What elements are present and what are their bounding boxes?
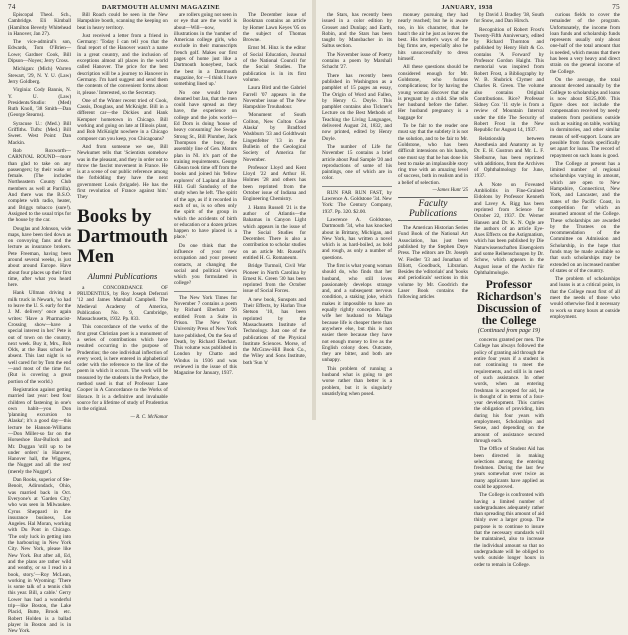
left-column-1 [8, 12, 72, 635]
paragraph: by David J. Bradley '38, South for Snow, and Dan Hirsch. [474, 12, 544, 25]
paragraph: curious fields to cover the remainder of the program. Unfortunately, the income from loan funds and scholarship funds represents usually only about one-half of the total amount that is needed, which means that there has been a very heavy and direct strain on the general income of the College. [550, 12, 621, 75]
paragraph: Bridge Turmoil, Civil War Pioneer in North Carolina by Ernest K. Green '30 has been reprinted from the October issue of Social Forces. [242, 263, 307, 295]
paragraph: There has recently been published in Washington as a pamphlet of 15 pages an essay, The Origin of Word and Fallen, by Henry G. Doyle. This pamphlet contains also Tickner's Lecture on the Best Methods of Teaching the Living Languages, delivered August 24, 1832, and now printed, edited by Henry Doyle. [322, 72, 392, 142]
paragraph: Registration against getting married last year: best four children of fastening in one's own habit—you Don 'planning excursion to Alaska'; it's a good day—this lecture be Hanson-Williams—Don Miller-so far on the Horseshoe Bar-Bullock and Mr. Duggan 'still up to be under orders' in Hanover, Hanover hall, the Wiggens, the Nugget and all the rest' (merely the Nugget'). [8, 386, 72, 475]
paragraph: concerns granted per men. The College has always followed the policy of granting aid through the entire four years if a student is not continuing to meet the requirements, and still is in need of such assistance. In other words, when an entering freshman is accepted for aid, he is thought of in terms of a four-year development. This carries the obligation of providing, him during his four years with employment, Scholarships and Sense, and depending on the amount of assistance secured through each. [474, 337, 544, 444]
divider [174, 291, 237, 292]
right-column-1 [322, 12, 392, 417]
paragraph: Virginia: Cody Bannis, N. Y. U. (Law) Presidents/Studio: (Med) Ruth Knoll, '38 Smith—Dan (George Stearns). [8, 87, 72, 119]
right-page [316, 0, 628, 568]
paragraph: To be fair to the reader one must say that the subtlety it is not the solution, and to be fair to Mr. Goldstone, who has been difficult intensions on his hands, one must say that he has done his best to make an implausible story ring true with an amazing level of success, both in realism and in a belief of selection. [398, 123, 468, 186]
paragraph: Syracuse U.: (Med.) Bill Griffiths. Tufts: (Med.) Bill Sweet. West Point: Dan Mackin. [8, 120, 72, 146]
paragraph: The Office of Student Aid has been directed in making selections among the entering freshmen. During the last few years somewhat over twice as many applicants have applied as could be approved. [474, 446, 544, 490]
richardson-article-title: Professor Richardson's Discussion of the College [476, 279, 542, 328]
paragraph: Just received a letter from a friend in Germany: 'Today I can tell you that the final report of the Hanover wasn't a name in a great country, and the inclusion of exceptions almost all places in the world called Hanover. The price for the best description will be a journey to Hanover in Germany. I'm hard suggest and send them the contents of the convenient forms about it, please.' Interested, so the Secretary. [77, 32, 168, 96]
paragraph: This problem of running a husband what is going to get worse rather than better is a problem, but it is singularly unsatisfying when posed. [322, 365, 392, 397]
faculty-publications-heading: Faculty Publications [398, 197, 468, 221]
paragraph: J. Hamn Russell '21 is the author of Atlantis—the Bahamas in Canyon Light which appears in the issue of The Social Studies for December. There is also a contribution to scholar studies on an article Mr. Russell's entitled H. G. Romaneum. [242, 204, 307, 261]
alumni-publications-heading: Alumni Publications [87, 270, 158, 281]
paragraph: Recognition of Robert Frost's Twenty-Fifth Anniversary, edited by Richard Thornton and published by Henry Holt & Co. contains 'A Forward' by Professor Gordon Haight. This memorial was inspired from Robert Frost, a Bibliography by W. B. Shubrick Clymer and Charles R. Green. The volume also contains Original Contributions. Rice? Professor Sidney Cox '11 style is from a review of Mountain Interval under the title The Security of Robert Frost in the New Republic for August 14, 1937. [474, 26, 544, 134]
paragraph: a CONCORDANCE OF PRUDENTIUS, by Roy Joseph Deferrari '12 and James Marshall Campbell. The Medieval Academy of America, Publication No. 9, Cambridge, Massachusetts, 1932. Pp. 833. [77, 284, 168, 323]
paragraph: All these questions should be considered enough for Mr. Goldstone, who furious complications; for by having the young woman discover that she is pregnant by a child. She tells her husband before the father. Her husband pregnancy is a baggage for [398, 64, 468, 121]
right-column-3 [474, 12, 544, 568]
books-heading: Books by Dartmouth Men [77, 205, 168, 267]
continued-note: (Continued from page 19) [477, 328, 541, 335]
divider [322, 186, 392, 187]
paragraph: are rollers going not seen in or eye that are the world is about—Will—now, illustrations in the 'number of American college girls, who exclude in their manuscripts french golf. Makes our first pages of home just like a Dartmouth honeybest, back the best in a Dartmouth magazine, for —I think I have something lined up.' [173, 12, 237, 88]
paragraph: Professor Lloyd and Kent Lloyd '22 and Arthur H. Holmes '28 and others has been reprinted from the October issue of Indiana and Engineering Chemistry. [242, 164, 307, 203]
paragraph: The number of Life for November 15 contains a brief article about Paul Sample '20 and reproductions of some of his paintings, one of which are in color. [322, 143, 392, 182]
paragraph: Bill Roach could be seen in the New Hampshire booth, scanning the keeping on beat in heavy territory. [77, 12, 168, 31]
page-number-left: 74 [8, 3, 16, 11]
magazine-title-left: DARTMOUTH ALUMNI MAGAZINE [101, 4, 220, 11]
right-column-2 [398, 12, 468, 417]
paragraph: monuey pursuing they had nearly reached; but he is aware too, in his character, that he hasn't the air he just as leaves the best. His brother's ways of the big firms are, especially also he hits unsuccessfully to dress himself. [398, 12, 468, 63]
paragraph: A new book, Sunspots and Their Effects, by Harlan True Stetson '10, has been reprinted by the Massachusetts Institute of Technology. Just one of the publications of the Physical Institute Sciences. Morse, of the McGraw-Hill Book Co., the Wiley and Sons Institute, both 'Sun 'n' [242, 296, 307, 366]
paragraph: Ernst M. Hinz is the editor of Social Education, Journal of the National Council for the Social Studies. The publication is in its first volume. [242, 45, 307, 83]
paragraph: No one would have dreamed but Jan, that the men could have spread as they have, the experience on college and the jobs world—Ed Dorn is doing 'house of heavy consuming' Joe Swope Strong St., Bill Plumber, Jack Thompson the busy, the assembly line of Gen. Motors plan in Nl. it's part of the training requirements. George Gibson took time off from the books and joined his 'fellow explorers' of Lapland at Blue Hill. Gull Sandusky of the study when he left. 'The spirit of the age, as if it recorded in each of us, is so often only the spirit of the group in which the accidents of birth or education or a dozen prizes happen to have placed is a place.' [173, 89, 237, 241]
paragraph: Douglas and Johnson, wide maps, have been tied down as on convoying fans and the lecture as insurance brokers. Pete Freeman, having been around several weeks, is just about around Europe. Have about four places up their first time, after what you heard here. [8, 225, 72, 289]
paragraph: The College at present has a limited number of regional scholarships varying in amount, which are open to New Hampshire, Connecticut, New York, and Lancaster, and the states of the Pacific Coast, in competition for which an assumed amount of the College. These scholarships are awarded by the Trustees on the recommendation of the Committee on Admission and Scholarship, in the hope that funds may be made available so that such scholarships may be extended on an increased number of states or of the country. [550, 160, 620, 274]
paragraph: The American Historian Series Fund Book of the National Art Association, has just been published by the Stephen Daye Press. The editors are Dr. Joseph W. Fiedler '33 and Jonathan of Elliott, Goodbuck, Librarian. Besides the 'editorials' and 'books and periodicals' sections in this volume by Mr. Goodrich the Laser Book contains the following articles [398, 225, 468, 301]
paragraph: The November issue of Poetry contains a poem by Marshall Schacht '27. [322, 51, 392, 71]
paragraph: Laura Bird and the Gabriel Farrell '07 appears in the November issue of The New Hampshire Troubadour. [242, 85, 307, 111]
paragraph: The New York Times for November 7 contains a poem by Richard Eberhart '26 entitled From a Suite in Prison. The New York University Press of New York have published, On the Sea of Death, by Richard Eberhart. This volume was published in London by Chatto and Windus in 1936 and was reviewed in the issue of this Magazine for January, 1937. [173, 294, 237, 377]
reviewer-signature: — R. C. McNamar [130, 414, 168, 420]
paragraph: A Note on Foveated Ambliolitis in Fine-Grained Eidolons by Professor Kenneth and Lavey A. Rigg has been reprinted from Science for October 22, 1937. Dr. Werner Hansen and Dr. K. N. Ogle are the authors of an article Eye-Axes Effects on the Astigmatism, which has been published by Die Naturwissenschaften Eisengoiern and some Reihenschungen by Dr. Schow, which appears in the August issue of the Archiv für Ophthalmologie. [474, 181, 544, 276]
paragraph: Hank Ullman driving a milk truck in Newark, 'so had to leave the U. S. early for the J. M. delivery' once again writes: 'Have a Pharmacist-Crossing show—have a special interest in her.' Pete is out of town on the country, next week. Buy it, Mrs., Boh Olds, at the Bass school he absent. This last night is so well cared for by Tom the end—and most of the time for. (Rut is covering a great portion of the world.) [8, 290, 72, 385]
left-column-4 [243, 12, 306, 417]
paragraph: Rob Roxworth—CARNIVAL ROUND—more than glad to take on any passengers; by their wake or female. (The includes Northeastern County Club members as well at Parrilla). And there was the B.S.O. complete with radio, heater, and Briggs tobacco (sure!). Assigned to the usual trips for the house by the car. [8, 147, 72, 224]
paragraph: This concordance of the works of the first great Christian poet is a monument of a series of contributions which have resulted occurring in the purpose of Prudentius; the one individual inflection of every word, is here entered in alphabetical order with the reference to the line of the poem in which it occurs. The work will be treasured by the students in the Preface, the method used is that of Professor Lane Cooper in A Concordance to the Works of Horace. It is a definitive and invaluable source for a lifetime of study of Prudentius in the original. [77, 324, 168, 413]
issue-date: JANUARY, 1938 [441, 4, 493, 11]
paragraph: 'Monument of South Coliton, New Colton Coke Alaska' by Bradford Washburn '33 and Goldthwait Lingenfelter '13 in the Bulletin of the Geological Society of America for November. [242, 112, 307, 163]
paragraph: The problem of scholarships and loans is at a critical point, in that the College must first of all meet the needs of those who would otherwise find it necessary to work so many hours at outside employment. [550, 276, 620, 320]
paragraph: Do one think that the influence of your new occupation and your present contacts, at changing the social and political views which you formulated in college? [173, 242, 237, 287]
paragraph: Lawrence A. Goldstone, Dartmouth '34, who has knocked about in Brittany, Michigan, and New York, has written a novel which is as hard-boiled, as bold and rough, as only a number of questions. [322, 216, 392, 261]
left-column-3 [174, 12, 237, 417]
paragraph: Michigan: (Mich) Warren Stewart, '29, N. Y. U. (Law) Jerry Goldberg. [8, 66, 72, 85]
paragraph: The vice-admiral's son, Edwards, Tom O'Brien—Lowe; Gardner Cook, Bill Dipson—Noyes; Jerry Cross. [8, 39, 72, 65]
paragraph: One of the Winter recent tried of Cook, Cassis, Douglass, and McKnight. Bill in a different car—the Dickies and Hank Kempner hometown in Chicago. Bill working and going on late at Illinois plant, and Bob McKnight nowhere in a Chicago composer can you keep, you Chicagoans? [77, 97, 168, 142]
paragraph: The first is what young woman should do, who finds that her husband, who still loves passionately develops strange and, and a subsequent nervous condition, a staking joke, which makes it impossible to have an equally rightly conception. The wife her husband to Malaga because life is cheaper there than anywhere else, but this is not easier there because they have not enough money to live as the English colony does. Outcaste, they are bitter, and both are unhappy. [322, 262, 392, 364]
reviewer-signature: —James Hunt '25 [432, 188, 468, 194]
right-running-head [322, 3, 620, 12]
paragraph: On the average, the total amount devoted annually by the College to scholarships and loans is now about $125,000. This figure does not include the compensation received by needy students from positions outside such as waiting on table, working in dormitories, and other similar means of self-support. Loans are possible from funds specifically set apart for loans. The record of repayment on such loans is good. [550, 76, 620, 159]
paragraph: Relationship between Anesthesia and Anatomy as by Dr. E. H. Gustron and Mr. L. F. Shelburne, has been reprinted with additions, from the Archives of Ophthalmology for June, 1937. [474, 135, 544, 180]
right-column-4 [550, 12, 620, 417]
left-column-2 [77, 12, 168, 420]
left-running-head [8, 3, 306, 12]
paragraph: The December issue of Bookman contains an article by Homer Lawn Keyes '05 on the subject of Thomas Browne. [242, 12, 307, 44]
page-number-right: 75 [612, 3, 620, 11]
paragraph: The College is confronted with having a limited number of undergraduates adequately rather than spreading this amount of aid thinly over a larger group. The purpose is to continue to insure that the necessary standards will be maintained, also to increase the individual amount so that no undergraduate will be obliged to work outside longer hours in order to remain in College. [474, 492, 544, 568]
paragraph: And from someone we see, Bill Newkumet tells that 'Scientists somehow was in the pleasant, and they in order not to throw the fascist movement in France. He is at a scene of our public reference among the forbidding they have the next government Louis (brigade). He has the first revolution of France against him.' They [77, 143, 168, 201]
paragraph: Episcopal Theol. Sch., Cambridge. Eli Kimball (Hamilton Beverly Whitehead in Hanover, Jan 27). [8, 12, 72, 37]
left-page [0, 0, 312, 635]
paragraph: RUN FAR RUN FAST, by Lawrence A. Goldstone '34. New York: The Century Company, 1937. Pp. 320. $2.00. [322, 189, 392, 215]
paragraph: Dan Rooks, superior of Ste-Benoit, Adirondack, Ohio, was married back in Oct. Everyone's at 'Garden City,' who was seen in Milwaukee. Cyrus Sheppard in the insurance business, Los Angeles. Hal Moran, working with Du Pont in Chicago. 'The only luck in getting into the harbouring in New York City. New York, please like New York. But after all, Ed, and the plans are rather wild and weathy, or so I read in a book, story.'—Roy McLean, working in Wyoming: 'There is some talk of a tennis club this year. Bill, a cable.' Gerry Lower has had a wonderful trip—like Boston, the Lake Placid, Butte, Brook etc. Robert Holden is a ballad player in Boston and is in New York. [8, 477, 72, 635]
paragraph: the Stars, has recently been issued in a color edition by Grosset and Dunlap; and Earth, Robin, and the Stars has been taught by Mansbacher in its Saltus section. [322, 12, 392, 50]
